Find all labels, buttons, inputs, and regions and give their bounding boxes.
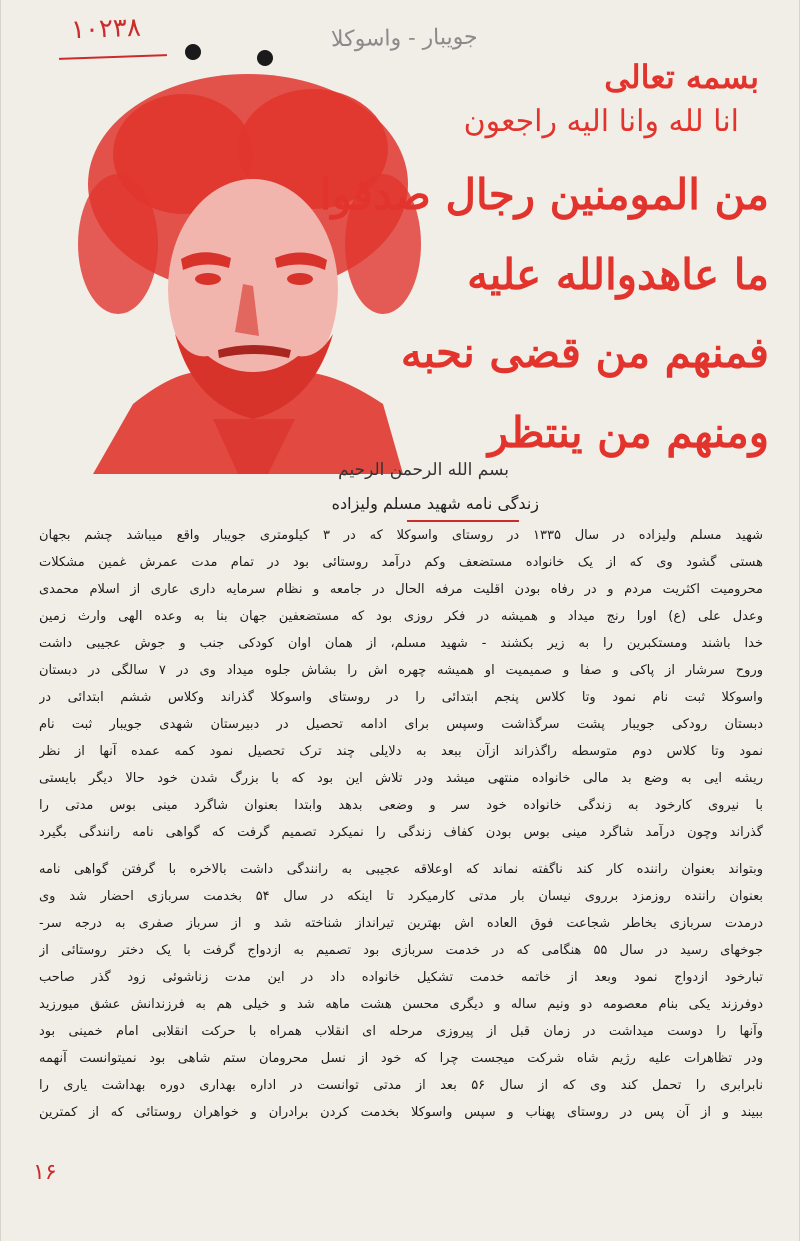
body-line: ببیند و از آن پس در روستای پهناب و سپس واسوکلا بخدمت کردن برادران و خواهران روستائی که از کمترین bbox=[39, 1105, 763, 1120]
verse-line-1: انا لله وانا الیه راجعون bbox=[463, 104, 739, 139]
body-line: دوفرزند یکی بنام معصومه دو ونیم ساله و دیگری محسن هشت ماهه شد و خیلی هم به فرزندانش عشق میورزید bbox=[39, 997, 763, 1012]
martyr-portrait bbox=[63, 74, 423, 474]
body-line: خدا باشند ومستکبرین را به زیر بکشند - شهید مسلم، از همان اوان کودکی جنب و جوش عجیبی داشت bbox=[39, 636, 763, 651]
body-line: وآنها را دوست میداشت در زمان قبل از پیروزی مرحله ای انقلاب همراه با حرکت انقلابی امام خمینی بود bbox=[39, 1024, 763, 1039]
body-line: درمدت سربازی بخاطر شجاعت فوق العاده اش بهترین تیرانداز شناخته شد و از سرباز صفری به درجه سر- bbox=[39, 916, 763, 931]
verse-line-2: من المومنین رجال صدقوا bbox=[319, 170, 769, 219]
body-line: دبستان رودکی جویبار پشت سرگذاشت وسپس برای ادامه تحصیل در دبیرستان شهدی جویبار ثبت نام bbox=[39, 717, 763, 732]
body-line: وبتواند بعنوان راننده کار کند ناگفته نماند که اوعلاقه عجیبی به رانندگی داشت بالاخره با گرفتن گواهی نامه bbox=[39, 862, 763, 877]
verse-line-5: ومنهم من ینتظر bbox=[487, 408, 769, 457]
punch-hole-right bbox=[257, 50, 273, 66]
verse-line-3: ما عاهدوالله علیه bbox=[467, 250, 769, 299]
bismillah-heading: بسمه تعالی bbox=[604, 58, 759, 96]
paragraph-gap bbox=[39, 846, 763, 856]
body-line: وعدل علی (ع) اورا رنج میداد و همیشه در فکر روزی بود که مستضعفین جهان بنا به وعده الهی وارث زمین bbox=[39, 609, 763, 624]
document-number: ١٠٢٣٨ bbox=[70, 12, 142, 46]
body-line: واسوکلا ثبت نام نمود وتا کلاس پنجم ابتدائی را در روستای واسوکلا گذراند وکلاس ششم ابتدائی در bbox=[39, 690, 763, 705]
body-line: هستی گشود وی که از یک خانواده مستضعف وکم درآمد روستائی بود در تمام مدت عمرش غمین مشکلات bbox=[39, 555, 763, 570]
punch-hole-left bbox=[185, 44, 201, 60]
body-line: نابرابری را تحمل کند وی که از سال ۵۶ بعد از مدتی توانست در اداره بهداری دوره بهداشت یاری را bbox=[39, 1078, 763, 1093]
body-line: ریشه ایی به وضع بد مالی خانواده منتهی میشد ودر تلاش این بود که با بزرگ شدن خود حالا دیگر بایستی bbox=[39, 771, 763, 786]
pencil-note: جویبار - واسوکلا bbox=[330, 24, 478, 53]
body-line: وروح سرشار از پاکی و صفا و صمیمیت او همیشه چهره اش را بشاش جلوه میداد وی در ۷ سالگی در دبستان bbox=[39, 663, 763, 678]
body-line: بعنوان راننده روزمزد برروی نیسان بار مدتی کارمیکرد تا اینکه در سال ۵۴ بخدمت سربازی احضار شد وی bbox=[39, 889, 763, 904]
body-line: با نیروی کارخود به زندگی خانواده خود سر و وضعی بدهد وابتدا بعنوان شاگرد مینی بوس مدتی را bbox=[39, 798, 763, 813]
body-line: ودر تظاهرات علیه رژیم شاه شرکت میجست چرا که خود از نسل محرومان ستم شاهی بود نمیتوانست آنهمه bbox=[39, 1051, 763, 1066]
document-number-underline bbox=[59, 54, 167, 60]
biography-body bbox=[39, 522, 763, 1126]
body-line: گذراند وچون درآمد شاگرد مینی بوس بودن کفاف زندگی را نمیکرد تصمیم گرفت که گواهی نامه رانندگی بگیرد bbox=[39, 825, 763, 840]
biography-title: زندگی نامه شهید مسلم ولیزاده bbox=[331, 494, 539, 513]
body-line: تبارخود ازدواج نمود وبعد از خاتمه خدمت تشکیل خانواده داد در این مدت زناشوئی زود گذر صاحب bbox=[39, 970, 763, 985]
verse-line-4: فمنهم من قضی نحبه bbox=[400, 328, 769, 377]
bismillah-small: بسم الله الرحمن الرحیم bbox=[338, 460, 509, 480]
body-line: شهید مسلم ولیزاده در سال ۱۳۳۵ در روستای واسوکلا که در ۳ کیلومتری جویبار واقع میباشد چشم بجهان bbox=[39, 528, 763, 543]
body-line: جوخهای رسید در سال ۵۵ هنگامی که در خدمت سربازی بود تصمیم به ازدواج گرفت با یک دختر روستائی از bbox=[39, 943, 763, 958]
page-mark: ۱۶ bbox=[33, 1160, 57, 1185]
body-line: نمود وتا کلاس دوم متوسطه راگذراند ازآن ببعد به دلایلی چند ترک تحصیل نمود کمه عمده آنها از نظر bbox=[39, 744, 763, 759]
body-line: محرومیت اکثریت مردم و در رفاه بودن اقلیت مرفه الحال در جامعه و نظام سرمایه داری عاری از اسلام محمدی bbox=[39, 582, 763, 597]
